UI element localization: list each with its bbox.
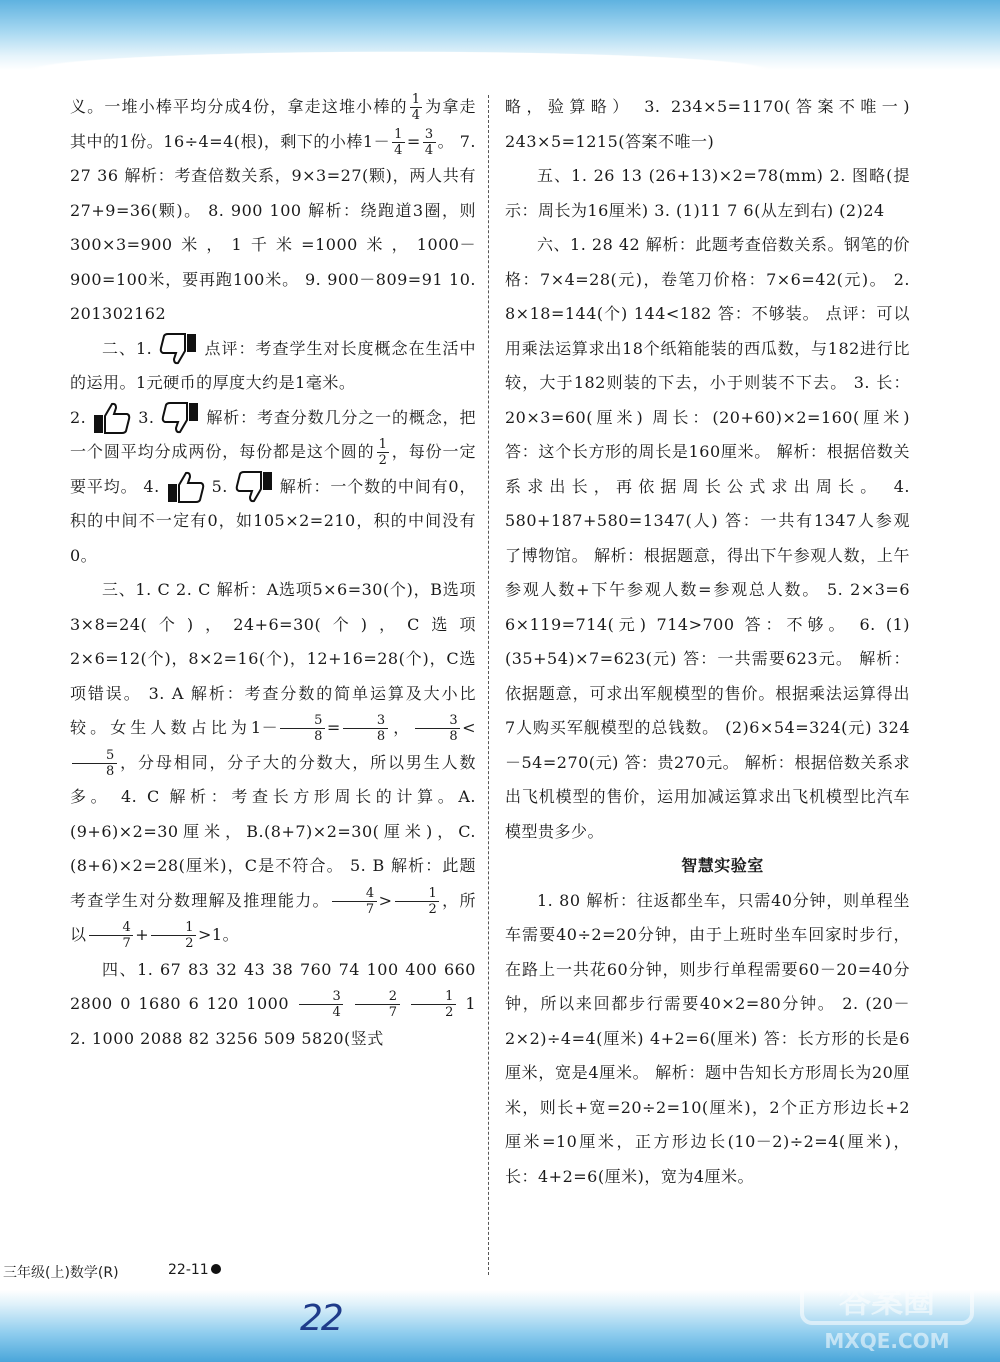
thumbs-down-icon: [160, 401, 200, 435]
section-heading: 智慧实验室: [681, 856, 764, 875]
footer-code-text: 22-11: [168, 1262, 209, 1278]
fraction: $\frac{3}{8}$: [415, 713, 460, 744]
fraction: $\frac{1}{2}$: [395, 886, 440, 917]
answer-paragraph: 五、1. 26 13 (26+13)×2=78(mm) 2. 图略(提示：周长为16厘米) 3. (1)11 7 6(从左到右) (2)24: [505, 166, 910, 220]
watermark-logo: [782, 1270, 992, 1355]
fraction: $\frac{3}{4}$: [299, 989, 344, 1020]
footer-dot-icon: [211, 1264, 221, 1274]
thumbs-down-icon: [158, 332, 198, 366]
answer-paragraph: 2. 3. 解析：考查分数几分之一的概念，把一个圆平均分成两份，每份都是这个圆的 $\frac{1}{2}$ ，每份一定要平均。 4. 5. 解析：一个数的中间有0，积的中间不一定有0，如105×2=210，积的中间没有0。: [70, 401, 476, 574]
watermark-brand: 答案圈: [838, 1282, 936, 1320]
answer-paragraph: 1. 80 解析：往返都坐车，只需40分钟，则单程坐车需要40÷2=20分钟，由于上班时坐车回家时步行，在路上一共花60分钟，则步行单程需要60－20=40分钟，所以来回都步行需要40×2=80分钟。 2. (20－2×2)÷4=4(厘米) 4+2=6(厘米) 答：长方形的长是6厘米，宽是4厘米。 解析：题中告知长方形周长为20厘米，则长+宽=20÷2=10(厘米)，2个正方形边长+2厘米=10厘米，正方形边长(10－2)÷2=4(厘米)，长：4+2=6(厘米)，宽为4厘米。: [505, 890, 910, 1186]
thumbs-up-icon: [92, 401, 132, 435]
answer-paragraph: 二、1. 点评：考查学生对长度概念在生活中的运用。1元硬币的厚度大约是1毫米。: [70, 332, 476, 401]
fraction: $\frac{3}{8}$: [343, 713, 388, 744]
fraction: $\frac{1}{2}$: [151, 920, 196, 951]
top-decorative-band: [0, 0, 1000, 70]
fraction: $\frac{3}{4}$: [424, 126, 434, 158]
thumbs-down-icon: [234, 470, 274, 504]
fraction: $\frac{1}{2}$: [411, 989, 456, 1020]
fraction: $\frac{1}{2}$: [378, 437, 388, 468]
fraction: $\frac{1}{4}$: [411, 92, 421, 123]
left-column: [70, 90, 476, 1056]
answer-paragraph: 三、1. C 2. C 解析：A选项5×6=30(个)，B选项3×8=24(个)，24+6=30(个)，C选项2×6=12(个)，8×2=16(个)，12+16=28(个)，C选项错误。 3. A 解析：考查分数的简单运算及大小比较。女生人数占比为1－ $\frac{5}{8}$ = $\frac{3}{8}$ ， $\frac{3}{8}$ < $\frac{5}{8}$ ，分母相同，分子大的分数大，所以男生人数多。 4. C 解析：考查长方形周长的计算。A.(9+6)×2=30厘米，B.(8+7)×2=30(厘米)，C.(8+6)×2=28(厘米)，C是不符合。 5. B 解析：此题考查学生对分数理解及推理能力。 $\frac{4}{7}$ > $\frac{1}{2}$ ，所以 $\frac{4}{7}$ + $\frac{1}{2}$ >1。: [70, 580, 476, 951]
fraction: $\frac{5}{8}$: [280, 713, 325, 744]
page-number: 22: [300, 1298, 342, 1339]
fraction: $\frac{4}{7}$: [89, 920, 134, 951]
answer-paragraph: 略，验算略） 3. 234×5=1170(答案不唯一) 243×5=1215(答案不唯一): [505, 97, 910, 151]
thumbs-up-icon: [166, 470, 206, 504]
fraction: $\frac{5}{8}$: [72, 748, 117, 779]
answer-paragraph: 六、1. 28 42 解析：此题考查倍数关系。钢笔的价格：7×4=28(元)，卷笔刀价格：7×6=42(元)。 2. 8×18=144(个) 144<182 答：不够装。 点评：可以用乘法运算求出18个纸箱能装的西瓜数，与182进行比较，大于182则装的下去，小于则装不下去。 3. 长：20×3=60(厘米) 周长：(20+60)×2=160(厘米) 答：这个长方形的周长是160厘米。 解析：根据倍数关系求出长，再依据周长公式求出周长。 4. 580+187+580=1347(人) 答：一共有1347人参观了博物馆。 解析：根据题意，得出下午参观人数，上午参观人数+下午参观人数=参观总人数。 5. 2×3=6 6×119=714(元) 714>700 答：不够。 6. (1)(35+54)×7=623(元) 答：一共需要623元。 解析：依据题意，可求出军舰模型的售价。根据乘法运算得出7人购买军舰模型的总钱数。 (2)6×54=324(元) 324－54=270(元) 答：贵270元。 解析：根据倍数关系求出飞机模型的售价，运用加减运算求出飞机模型比汽车模型贵多少。: [505, 235, 910, 841]
fraction: $\frac{1}{4}$: [394, 126, 403, 158]
footer-grade: 三年级(上)数学(R): [3, 1265, 119, 1281]
fraction: $\frac{4}{7}$: [332, 886, 377, 917]
answer-paragraph: 义。一堆小棒平均分成4份，拿走这堆小棒的 $\frac{1}{4}$ 为拿走其中的1份。16÷4=4(根)，剩下的小棒1－ $\frac{1}{4}$ = $\frac{3}{4}$ 。 7. 27 36 解析：考查倍数关系，9×3=27(颗)，两人共有27+9=36(颗)。 8. 900 100 解析：绕跑道3圈，则300×3=900米，1千米=1000米，1000－900=100米，要再跑100米。 9. 900－809=91 10. 201302162: [70, 92, 476, 323]
fraction: $\frac{2}{7}$: [355, 989, 400, 1020]
right-column: [505, 90, 910, 1194]
answer-paragraph: 四、1. 67 83 32 43 38 760 74 100 400 660 2800 0 1680 6 120 1000 $\frac{3}{4}$ $\frac{2}{7}$ $\frac{1}{2}$ 1 2. 1000 2088 82 3256 509 5820(竖式: [70, 959, 477, 1048]
footer-code: [168, 1262, 221, 1278]
column-divider: [488, 95, 489, 1275]
watermark-domain: MXQE.COM: [824, 1329, 950, 1353]
